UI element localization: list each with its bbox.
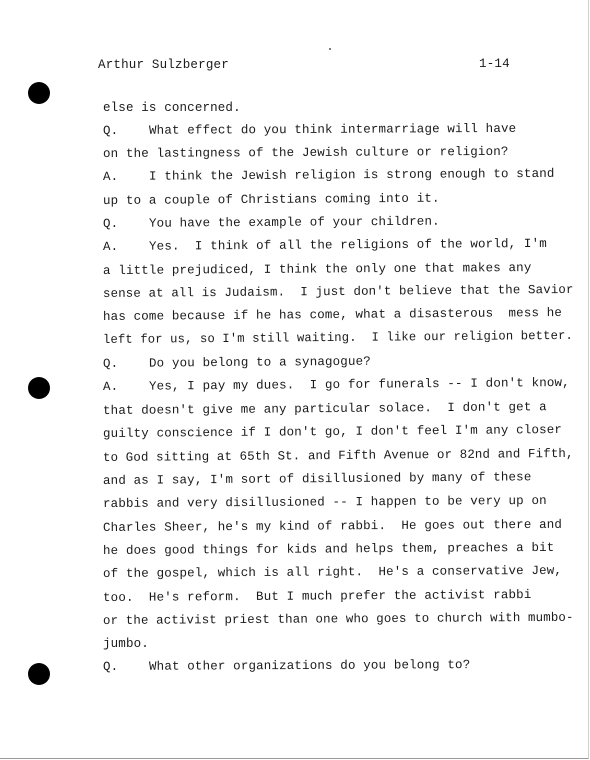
transcript-line	[103, 400, 547, 418]
line-text: sense at all is Judaism. I just don't believe that the Savior	[102, 282, 574, 301]
line-text: You have the example of your children.	[148, 214, 440, 231]
line-text: on the lastingness of the Jewish culture or religion?	[102, 144, 509, 161]
line-text: guilty conscience if I don't go, I don't feel I'm any closer	[102, 422, 563, 441]
transcript-line	[103, 192, 440, 208]
transcript-line-question	[103, 355, 371, 371]
line-text: jumbo.	[103, 637, 149, 651]
line-text: Do you belong to a synagogue?	[148, 354, 371, 371]
line-text: Yes, I pay my dues. I go for funerals -- I don't know,	[148, 375, 570, 394]
speaker-label: Q.	[102, 216, 119, 231]
line-text: else is concerned.	[103, 101, 241, 115]
transcript-line	[103, 283, 574, 301]
transcript-line-answer	[103, 167, 555, 184]
transcript-line-answer	[103, 237, 547, 254]
line-text: What effect do you think intermarriage will have	[148, 121, 517, 138]
line-text: of the gospel, which is all right. He's a conservative Jew,	[102, 563, 563, 581]
transcript-line	[103, 564, 562, 581]
transcript-line	[103, 145, 509, 161]
punch-hole	[28, 82, 50, 104]
transcript-line	[103, 541, 555, 558]
transcript-line	[103, 261, 532, 278]
transcript-line	[103, 588, 532, 605]
transcript-line	[103, 306, 562, 324]
transcript-line	[103, 637, 149, 651]
line-text: he does good things for kids and helps them, preaches a bit	[102, 540, 555, 558]
line-text: Charles Sheer, he's my kind of rabbi. He goes out there and	[102, 517, 563, 535]
transcript-line-answer	[103, 376, 570, 394]
transcript-line	[103, 518, 562, 535]
transcript-line	[103, 470, 532, 488]
speaker-label: Q.	[102, 356, 119, 371]
speaker-label: A.	[102, 239, 119, 254]
line-text: and as I say, I'm sort of disillusioned by many of these	[102, 470, 532, 488]
interviewee-name: Arthur Sulzberger	[98, 58, 229, 72]
speaker-label: A.	[102, 379, 119, 394]
page-number: 1-14	[479, 57, 510, 71]
line-text: has come because if he has come, what a disasterous mess he	[102, 305, 563, 324]
line-text: too. He's reform. But I much prefer the activist rabbi	[102, 588, 532, 605]
line-text: left for us, so I'm still waiting. I like our religion better.	[102, 328, 574, 347]
line-text: What other organizations do you belong to?	[148, 658, 471, 674]
line-text: rabbis and very disillusioned -- I happen to be very up on	[102, 493, 547, 511]
line-text: or the activist priest than one who goes to church with mumbo-	[102, 610, 574, 628]
transcript-line	[103, 423, 562, 441]
transcript-line	[103, 494, 547, 511]
transcript-line	[103, 611, 574, 628]
line-text: I think the Jewish religion is strong enough to stand	[148, 166, 555, 184]
line-text: that doesn't give me any particular solace. I don't get a	[102, 400, 547, 418]
speaker-label: Q.	[102, 659, 119, 674]
speaker-label: A.	[102, 169, 119, 184]
transcript-line	[103, 329, 573, 347]
line-text: a little prejudiced, I think the only one that makes any	[102, 261, 532, 278]
line-text: up to a couple of Christians coming into it.	[102, 191, 440, 208]
transcript-line-question	[103, 658, 470, 674]
transcript-line	[103, 101, 241, 115]
line-text: to God sitting at 65th St. and Fifth Avenue or 82nd and Fifth,	[102, 446, 574, 465]
line-text: Yes. I think of all the religions of the world, I'm	[148, 236, 547, 254]
speaker-label: Q.	[102, 123, 119, 138]
transcript-line-question	[103, 122, 516, 138]
transcript-line-question	[103, 215, 440, 231]
paper-speck	[329, 48, 331, 50]
transcript-line	[103, 447, 574, 465]
punch-hole	[28, 377, 50, 399]
punch-hole	[28, 663, 50, 685]
